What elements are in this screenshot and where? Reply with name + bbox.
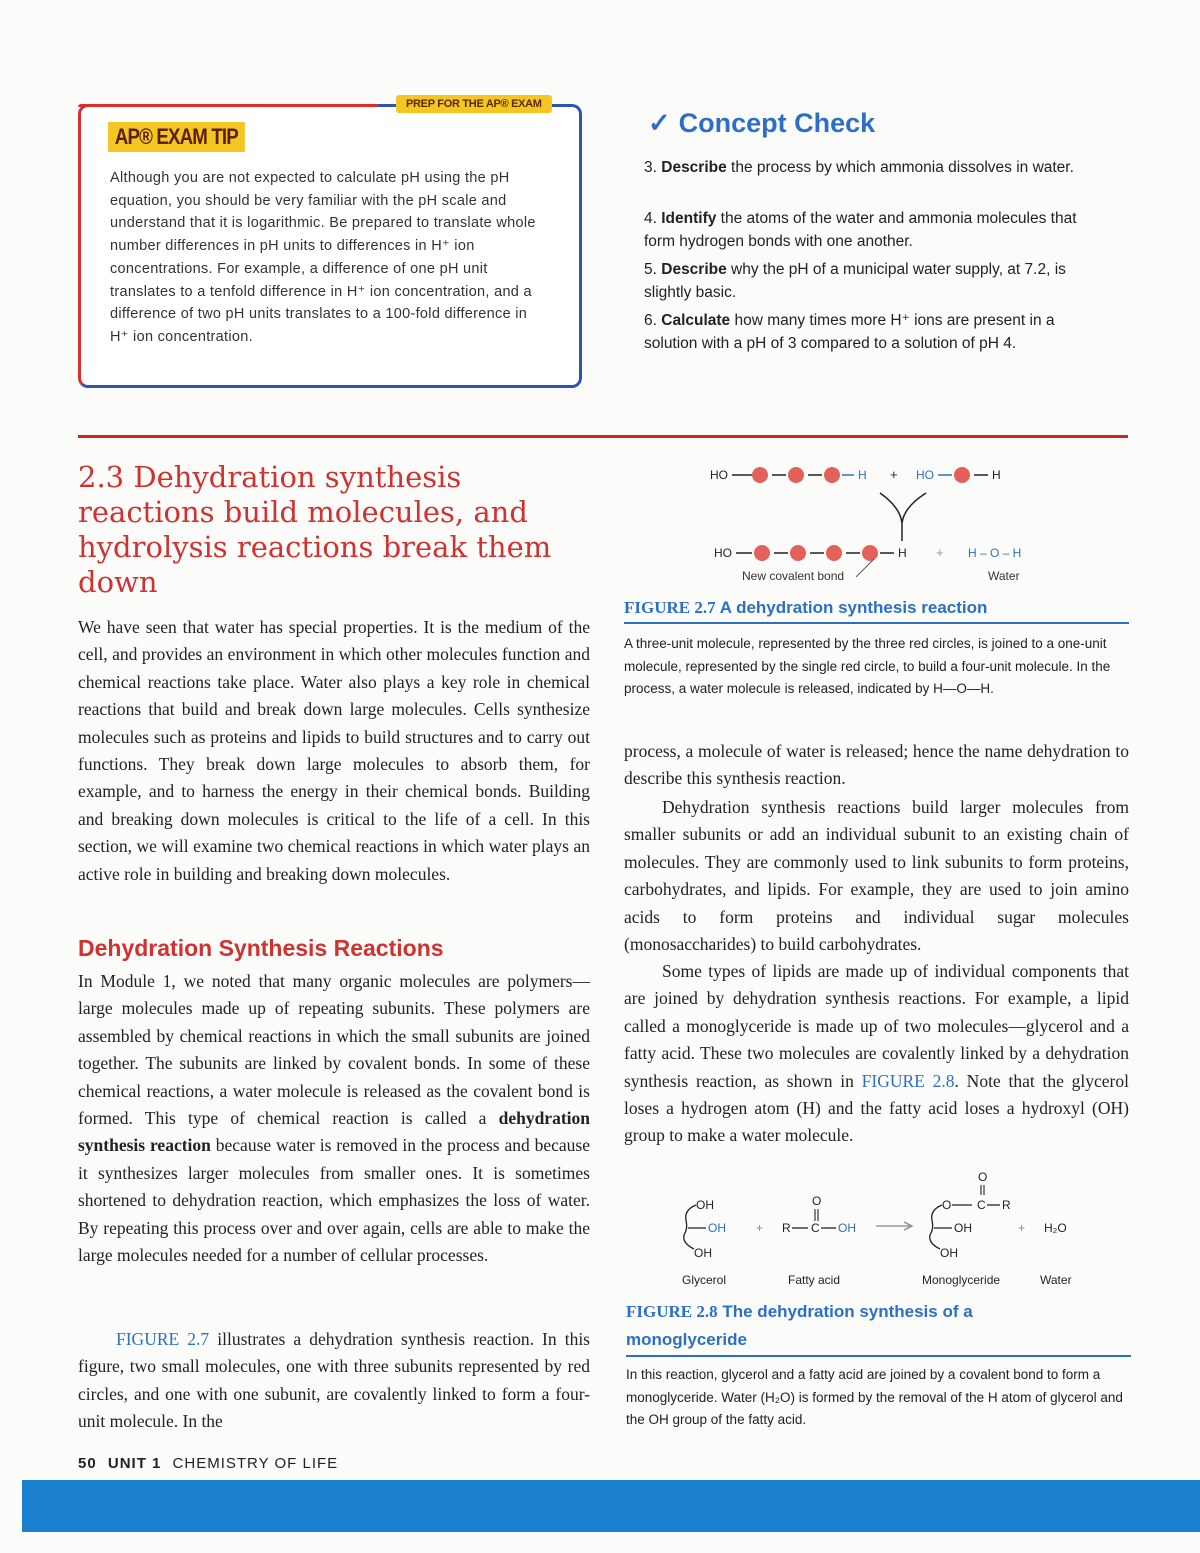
figure-2-7-diagram bbox=[690, 455, 1090, 585]
paragraph-process: process, a molecule of water is released; hence the name dehydration to describe this synthesis reaction. bbox=[624, 741, 1129, 789]
subheading-dehydration: Dehydration Synthesis Reactions bbox=[78, 935, 444, 961]
ho-label: HO bbox=[916, 468, 934, 482]
concept-check-label: Concept Check bbox=[678, 108, 876, 138]
subunit-circle bbox=[824, 467, 840, 483]
c-label: C bbox=[977, 1198, 986, 1212]
oh-label: OH bbox=[694, 1246, 712, 1260]
r-label: R bbox=[1002, 1198, 1011, 1212]
subunit-circle bbox=[754, 545, 770, 561]
oh-label: OH bbox=[696, 1198, 714, 1212]
oh-label: OH bbox=[708, 1221, 726, 1235]
water-label: Water bbox=[988, 569, 1020, 583]
monoglyceride-label: Monoglyceride bbox=[922, 1273, 1001, 1287]
figure-2-7-caption: A three-unit molecule, represented by the three red circles, is joined to a one-unit molecule, represented by the single red circle, to build a four-unit molecule. In the process, a water molecule is released, indicated by H—O—H. bbox=[624, 636, 1111, 696]
water-formula: H – O – H bbox=[968, 546, 1022, 560]
subunit-circle bbox=[788, 467, 804, 483]
oh-label: OH bbox=[940, 1246, 958, 1260]
bottom-color-bar bbox=[22, 1480, 1200, 1532]
glycerol-label: Glycerol bbox=[682, 1273, 727, 1287]
plus-sign: + bbox=[756, 1221, 764, 1235]
h-label: H bbox=[858, 468, 867, 482]
page-number: 50 bbox=[78, 1455, 97, 1472]
figure-2-8-title: FIGURE 2.8 The dehydration synthesis of a monoglyceride bbox=[626, 1302, 973, 1349]
fatty-acid-label: Fatty acid bbox=[788, 1273, 841, 1287]
ho-label: HO bbox=[710, 468, 728, 482]
subunit-circle bbox=[790, 545, 806, 561]
unit-title: CHEMISTRY OF LIFE bbox=[172, 1455, 339, 1472]
figure-2-7-rule bbox=[624, 622, 1129, 624]
section-title: 2.3 Dehydration synthesis reactions build molecules, and hydrolysis reactions break them down bbox=[78, 460, 552, 599]
figure-link[interactable]: FIGURE 2.7 bbox=[116, 1329, 210, 1349]
o-label: O bbox=[942, 1198, 952, 1212]
checkmark-icon: ✓ bbox=[648, 108, 671, 138]
plus-sign: + bbox=[890, 467, 898, 482]
paragraph-lipids: Some types of lipids are made up of individual components that are joined by dehydration synthesis reactions. For example, a lipid called a monoglyceride is made up of two molecules—glycerol and a fatty acid. These two molecules are covalently linked by a dehydration synthesis reaction, as shown in FIGURE 2.8. Note that the glycerol loses a hydrogen atom (H) and the fatty acid loses a hydroxyl (OH) group to make a water molecule. bbox=[624, 961, 1129, 1146]
section-divider bbox=[78, 435, 1128, 438]
prep-badge: PREP FOR THE AP® EXAM bbox=[396, 95, 552, 113]
o-label: O bbox=[978, 1170, 988, 1184]
subunit-circle bbox=[826, 545, 842, 561]
key-term: dehydration synthesis reaction bbox=[78, 1108, 590, 1156]
oh-label: OH bbox=[954, 1221, 972, 1235]
concept-check-item: 4. Identify the atoms of the water and ammonia molecules that form hydrogen bonds with one another. bbox=[644, 210, 1077, 250]
paragraph-figure-ref: FIGURE 2.7 illustrates a dehydration synthesis reaction. In this figure, two small molecules, one with three subunits represented by red circles, and one with one subunit, are covalently linked to form a four-unit molecule. In the bbox=[78, 1329, 590, 1432]
ho-label: HO bbox=[714, 546, 732, 560]
subunit-circle bbox=[862, 545, 878, 561]
plus-sign: + bbox=[1018, 1221, 1026, 1235]
h-label: H bbox=[898, 546, 907, 560]
figure-2-8-diagram bbox=[660, 1165, 1100, 1295]
figure-2-7-title: FIGURE 2.7 A dehydration synthesis reaction bbox=[624, 598, 988, 617]
figure-2-8-caption: In this reaction, glycerol and a fatty acid are joined by a covalent bond to form a monoglyceride. Water (H₂O) is formed by the removal of the H atom of glycerol and the OH group of the fatty acid. bbox=[626, 1367, 1123, 1427]
paragraph-intro: We have seen that water has special properties. It is the medium of the cell, and provides an environment in which other molecules function and chemical reactions take place. Water also plays a key role in chemical reactions that build and break down large molecules. Cells synthesize molecules such as proteins and lipids to build structures and to carry out functions. They break down large molecules to absorb them, for example, and to harness the energy in their chemical bonds. Building and breaking down molecules is critical to the life of a cell. In this section, we will examine two chemical reactions in which water plays an active role in building and breaking down molecules. bbox=[78, 617, 590, 884]
exam-tip-title: AP® EXAM TIP bbox=[108, 122, 245, 152]
subunit-circle bbox=[954, 467, 970, 483]
paragraph-polymers: In Module 1, we noted that many organic molecules are polymers—large molecules made up of repeating subunits. These polymers are assembled by chemical reactions in which the small subunits are joined together. The subunits are linked by covalent bonds. In some of these chemical reactions, a water molecule is released as the covalent bond is formed. This type of chemical reaction is called a dehydration synthesis reaction because water is removed in the process and because it synthesizes larger molecules from smaller ones. It is sometimes shortened to dehydration reaction, which emphasizes the loss of water. By repeating this process over and over again, cells are able to make the large molecules needed for a number of cellular processes. bbox=[78, 971, 590, 1266]
concept-check-item: 3. Describe the process by which ammonia dissolves in water. bbox=[644, 159, 1074, 176]
concept-check-item: 6. Calculate how many times more H⁺ ions are present in a solution with a pH of 3 compared to a solution of pH 4. bbox=[644, 312, 1055, 352]
new-bond-label: New covalent bond bbox=[742, 569, 845, 583]
concept-check-title bbox=[648, 108, 875, 139]
c-label: C bbox=[811, 1221, 820, 1235]
oh-label: OH bbox=[838, 1221, 856, 1235]
exam-tip-text: Although you are not expected to calculate pH using the pH equation, you should be very familiar with the pH scale and understand that it is logarithmic. Be prepared to translate whole number differences in pH units to differences in H⁺ ion concentrations. For example, a difference of one pH unit translates to a tenfold difference in H⁺ ion concentration, and a difference of two pH units translates to a 100-fold difference in H⁺ ion concentration. bbox=[110, 170, 536, 345]
r-label: R bbox=[782, 1221, 791, 1235]
h2o-label: H₂O bbox=[1044, 1221, 1067, 1235]
page-footer bbox=[78, 1455, 338, 1472]
paragraph-build: Dehydration synthesis reactions build larger molecules from smaller subunits or add an individual subunit to an existing chain of molecules. They are commonly used to link subunits to form proteins, carbohydrates, and lipids. For example, they are used to join amino acids to form proteins and individual sugar molecules (monosaccharides) to build carbohydrates. bbox=[624, 797, 1129, 955]
water-label: Water bbox=[1040, 1273, 1072, 1287]
o-label: O bbox=[812, 1194, 822, 1208]
concept-check-item: 5. Describe why the pH of a municipal water supply, at 7.2, is slightly basic. bbox=[644, 261, 1066, 301]
h-label: H bbox=[992, 468, 1001, 482]
figure-link[interactable]: FIGURE 2.8 bbox=[861, 1070, 955, 1091]
unit-label: UNIT 1 bbox=[107, 1455, 162, 1472]
plus-sign: + bbox=[936, 545, 944, 560]
figure-2-8-rule bbox=[626, 1355, 1131, 1357]
subunit-circle bbox=[752, 467, 768, 483]
